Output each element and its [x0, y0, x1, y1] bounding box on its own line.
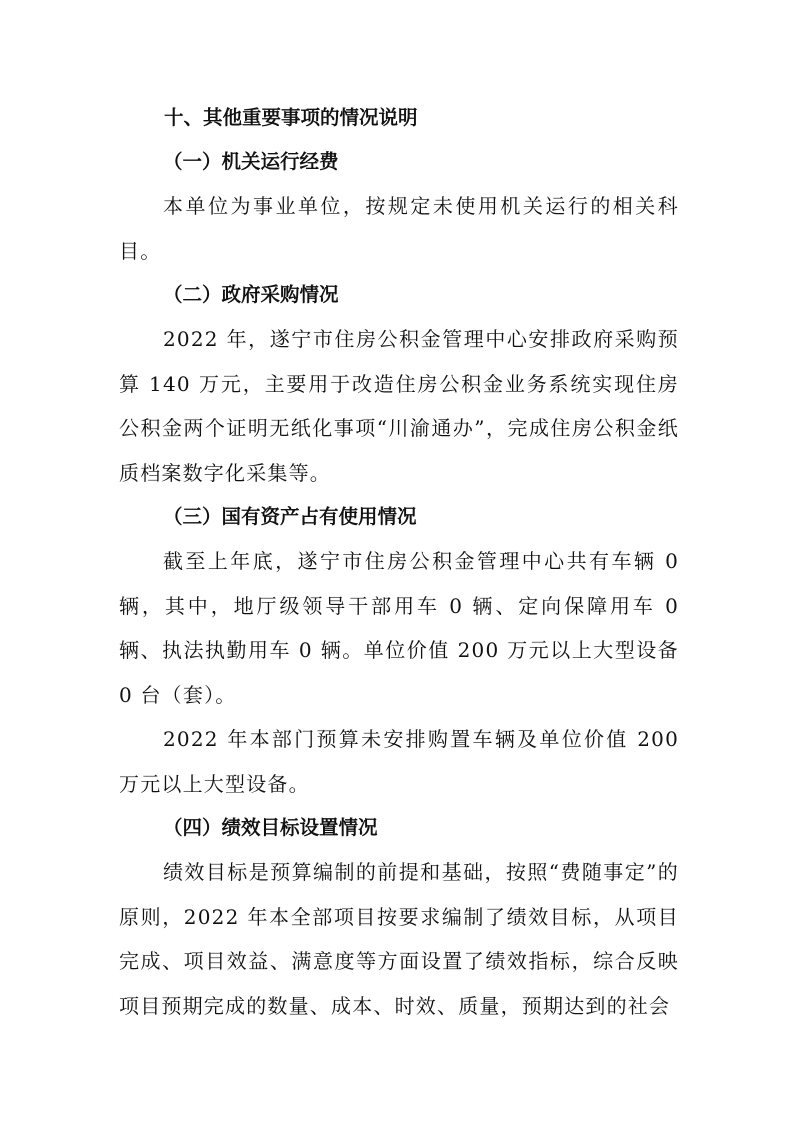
section-title: 十、其他重要事项的情况说明 — [164, 106, 418, 129]
subsection-heading-3: （三）国有资产占有使用情况 — [163, 505, 417, 528]
subsection-heading-2: （二）政府采购情况 — [163, 283, 339, 306]
paragraph-4-1: 绩效目标是预算编制的前提和基础，按照“费随事定”的原则，2022 年本全部项目按要求编制了绩效目标，从项目完成、项目效益、满意度等方面设置了绩效指标，综合反映项目预期完成的数量、成本、时效、质量，预期达到的社会 — [119, 860, 679, 1018]
paragraph-3-2: 2022 年本部门预算未安排购置车辆及单位价值 200 万元以上大型设备。 — [119, 727, 679, 796]
subsection-heading-4: （四）绩效目标设置情况 — [163, 816, 378, 839]
paragraph-3-1: 截至上年底，遂宁市住房公积金管理中心共有车辆 0 辆，其中，地厅级领导干部用车 0 辆、定向保障用车 0 辆、执法执勤用车 0 辆。单位价值 200 万元以上大型设备 0 台（套）。 — [119, 549, 679, 707]
subsection-heading-1: （一）机关运行经费 — [163, 150, 339, 173]
paragraph-2-1: 2022 年，遂宁市住房公积金管理中心安排政府采购预算 140 万元，主要用于改造住房公积金业务系统实现住房公积金两个证明无纸化事项“川渝通办”，完成住房公积金纸质档案数字化采集等。 — [119, 327, 679, 485]
paragraph-1-1: 本单位为事业单位，按规定未使用机关运行的相关科目。 — [119, 194, 679, 263]
document-body — [119, 96, 679, 1028]
